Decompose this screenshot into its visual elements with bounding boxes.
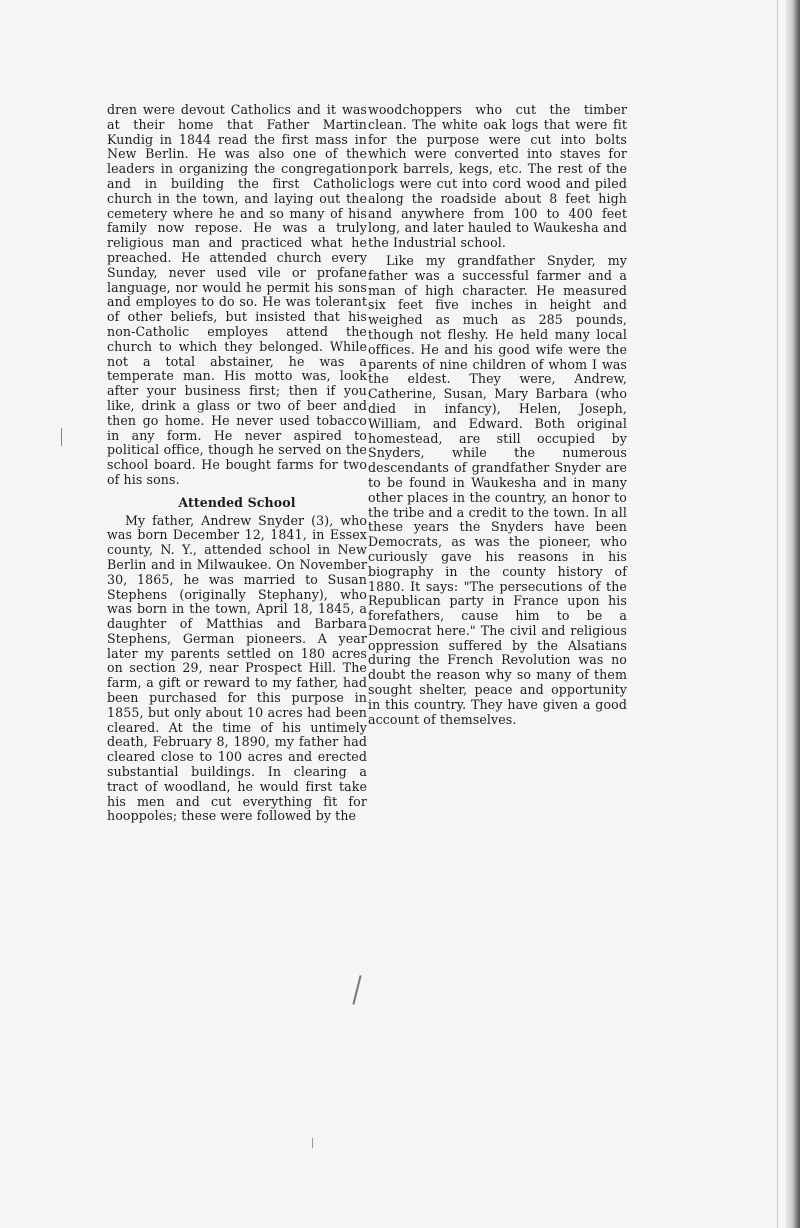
section-subheading: Attended School: [178, 494, 296, 510]
scan-speck: [61, 428, 62, 446]
binding-edge-line: [777, 0, 778, 1228]
right-paragraph-father: Like my grandfather Snyder, my father was a successful farmer and a man of high character. He measured six feet five inches in height and weighed as much as 285 pounds, though not fleshy. He held many local offices. He and his good wife were the parents of nine children of whom I was the eldest. They were, Andrew, Catherine, Susan, Mary Barbara (who died in infancy), Helen, Joseph, William, and Edward. Both original homestead, are still occupied by Snyders, while the numerous descendants of grandfather Snyder are to be found in Waukesha and in many other places in the country, an honor to the tribe and a credit to the town. In all these years the Snyders have been Democrats, as was the pioneer, who curiously gave his reasons in his biography in the county history of 1880. It says: "The persecutions of the Republican party in France upon his forefathers, cause him to be a Democrat here." The civil and religious oppression suffered by the Alsatians during the French Revolution was no doubt the reason why so many of them sought shelter, peace and opportunity in this country. They have given a good account of themselves.: [368, 252, 627, 727]
binding-edge-shadow: [786, 0, 800, 1228]
left-paragraph-continued: dren were devout Catholics and it was at their home that Father Martin Kundig in 1844 read the first mass in New Berlin. He was also one of the leaders in organizing the congregation and in building the first Catholic church in the town, and laying out the cemetery where he and so many of his family now repose. He was a truly religious man and practiced what he preached. He attended church every Sunday, never used vile or profane language, nor would he permit his sons and employes to do so. He was tolerant of other beliefs, but insisted that his non-Catholic employes attend the church to which they belonged. While not a total abstainer, he was a temperate man. His motto was, look after your business first; then if you like, drink a glass or two of beer and then go home. He never used tobacco in any form. He never aspired to political office, though he served on the school board. He bought farms for two of his sons.: [107, 102, 367, 487]
left-paragraph-attended-school: My father, Andrew Snyder (3), who was born December 12, 1841, in Essex county, N. Y., attended school in New Berlin and in Milwaukee. On November 30, 1865, he was married to Susan Stephens (originally Stephany), who was born in the town, April 18, 1845, a daughter of Matthias and Barbara Stephens, German pioneers. A year later my parents settled on 180 acres on section 29, near Prospect Hill. The farm, a gift or reward to my father, had been purchased for this purpose in 1855, but only about 10 acres had been cleared. At the time of his untimely death, February 8, 1890, my father had cleared close to 100 acres and erected substantial buildings. In clearing a tract of woodland, he would first take his men and cut everything fit for hooppoles; these were followed by the: [107, 512, 367, 824]
pencil-mark: [352, 975, 361, 1005]
right-paragraph-continued: woodchoppers who cut the timber clean. The white oak logs that were fit for the purpose were cut into bolts which were converted into staves for pork barrels, kegs, etc. The rest of the logs were cut into cord wood and piled along the roadside about 8 feet high and anywhere from 100 to 400 feet long, and later hauled to Waukesha and the Industrial school.: [368, 102, 627, 251]
right-text-column: [368, 103, 627, 727]
left-text-column: [107, 103, 367, 824]
scan-speck: [312, 1138, 313, 1148]
